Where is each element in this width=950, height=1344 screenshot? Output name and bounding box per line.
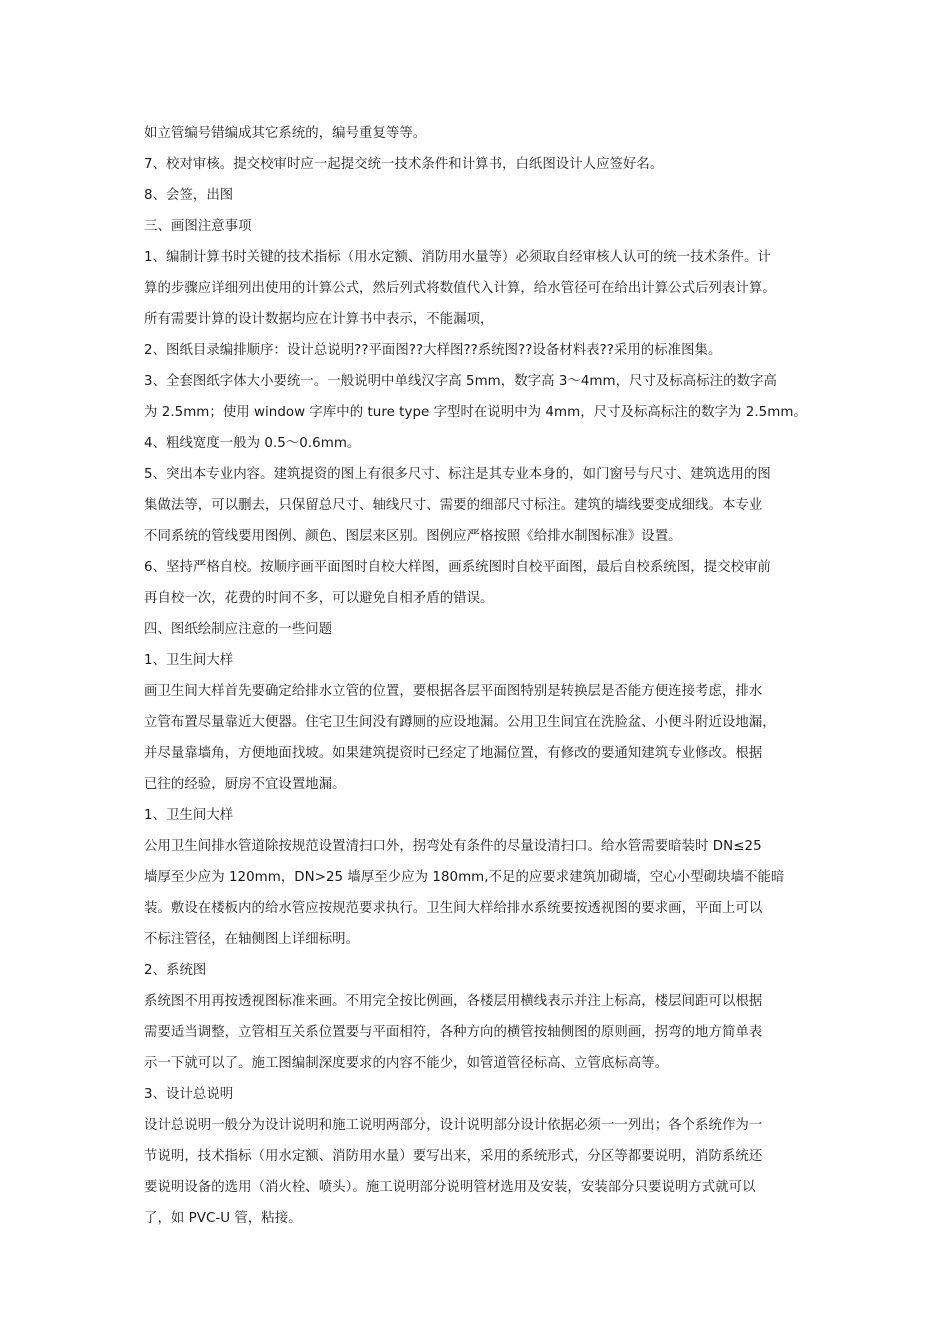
text-line: 需要适当调整，立管相互关系位置要与平面相符，各种方向的横管按轴侧图的原则画，拐弯的地方简单表 (144, 1025, 763, 1040)
text-line: 再自校一次，花费的时间不多，可以避免自相矛盾的错误。 (144, 591, 494, 606)
text-line: 8、会签，出图 (144, 188, 234, 203)
text-line: 1、编制计算书时关键的技术指标（用水定额、消防用水量等）必须取自经审核人认可的统一技术条件。计 (144, 250, 771, 265)
text-line: 为 2.5mm；使用 window 字库中的 ture type 字型时在说明中为 4mm，尺寸及标高标注的数字为 2.5mm。 (144, 405, 807, 420)
text-line: 了，如 PVC-U 管，粘接。 (144, 1211, 302, 1226)
paragraph (144, 428, 808, 459)
text-line: 集做法等，可以删去，只保留总尺寸、轴线尺寸、需要的细部尺寸标注。建筑的墙线要变成细线。本专业 (144, 498, 763, 513)
text-line: 1、卫生间大样 (144, 808, 234, 823)
text-line: 并尽量靠墙角，方便地面找坡。如果建筑提资时已经定了地漏位置，有修改的要通知建筑专业修改。根据 (144, 746, 763, 761)
paragraph (144, 335, 808, 366)
paragraph (144, 118, 808, 149)
text-line: 立管布置尽量靠近大便器。住宅卫生间没有蹲厕的应设地漏。公用卫生间宜在洗脸盆、小便斗附近设地漏， (144, 715, 776, 730)
text-line: 墙厚至少应为 120mm，DN>25 墙厚至少应为 180mm,不足的应要求建筑加砌墙，空心小型砌块墙不能暗 (144, 870, 785, 885)
text-line: 画卫生间大样首先要确定给排水立管的位置，要根据各层平面图特别是转换层是否能方便连接考虑，排水 (144, 684, 763, 699)
paragraph (144, 1110, 808, 1234)
text-line: 4、粗线宽度一般为 0.5～0.6mm。 (144, 436, 361, 451)
paragraph (144, 831, 808, 955)
text-line: 要说明设备的选用（消火栓、喷头）。施工说明部分说明管材选用及安装，安装部分只要说明方式就可以 (144, 1180, 756, 1195)
text-line: 7、校对审核。提交校审时应一起提交统一技术条件和计算书，白纸图设计人应签好名。 (144, 157, 664, 172)
paragraph (144, 242, 808, 335)
text-line: 装。敷设在楼板内的给水管应按规范要求执行。卫生间大样给排水系统要按透视图的要求画，平面上可以 (144, 901, 763, 916)
paragraph (144, 614, 808, 645)
text-line: 算的步骤应详细列出使用的计算公式，然后列式将数值代入计算，给水管径可在给出计算公式后列表计算。 (144, 281, 776, 296)
paragraph (144, 800, 808, 831)
text-line: 四、图纸绘制应注意的一些问题 (144, 622, 333, 637)
paragraph (144, 366, 808, 428)
text-line: 系统图不用再按透视图标准来画。不用完全按比例画，各楼层用横线表示并注上标高，楼层间距可以根据 (144, 994, 763, 1009)
text-line: 节说明，技术指标（用水定额、消防用水量）要写出来，采用的系统形式，分区等都要说明，消防系统还 (144, 1149, 763, 1164)
paragraph (144, 552, 808, 614)
paragraph (144, 645, 808, 676)
text-line: 如立管编号错编成其它系统的，编号重复等等。 (144, 126, 427, 141)
text-line: 6、坚持严格自校。按顺序画平面图时自校大样图，画系统图时自校平面图，最后自校系统图，提交校审前 (144, 560, 771, 575)
text-line: 3、全套图纸字体大小要统一。一般说明中单线汉字高 5mm，数字高 3～4mm，尺寸及标高标注的数字高 (144, 374, 777, 389)
paragraph (144, 1079, 808, 1110)
text-line: 不标注管径，在轴侧图上详细标明。 (144, 932, 360, 947)
text-line: 2、图纸目录编排顺序：设计总说明??平面图??大样图??系统图??设备材料表??采用的标准图集。 (144, 343, 722, 358)
text-line: 不同系统的管线要用图例、颜色、图层来区别。图例应严格按照《给排水制图标准》设置。 (144, 529, 682, 544)
text-line: 5、突出本专业内容。建筑提资的图上有很多尺寸、标注是其专业本身的，如门窗号与尺寸、建筑选用的图 (144, 467, 771, 482)
text-line: 示一下就可以了。施工图编制深度要求的内容不能少，如管道管径标高、立管底标高等。 (144, 1056, 669, 1071)
paragraph (144, 676, 808, 800)
paragraph (144, 180, 808, 211)
text-line: 已往的经验，厨房不宜设置地漏。 (144, 777, 346, 792)
text-line: 公用卫生间排水管道除按规范设置清扫口外，拐弯处有条件的尽量设清扫口。给水管需要暗装时 DN≤25 (144, 839, 762, 854)
text-line: 2、系统图 (144, 963, 207, 978)
document-body (144, 118, 808, 1234)
paragraph (144, 459, 808, 552)
text-line: 3、设计总说明 (144, 1087, 234, 1102)
text-line: 设计总说明一般分为设计说明和施工说明两部分，设计说明部分设计依据必须一一列出；各个系统作为一 (144, 1118, 763, 1133)
paragraph (144, 955, 808, 986)
text-line: 所有需要计算的设计数据均应在计算书中表示，不能漏项， (144, 312, 494, 327)
paragraph (144, 986, 808, 1079)
paragraph (144, 149, 808, 180)
text-line: 1、卫生间大样 (144, 653, 234, 668)
paragraph (144, 211, 808, 242)
text-line: 三、画图注意事项 (144, 219, 252, 234)
